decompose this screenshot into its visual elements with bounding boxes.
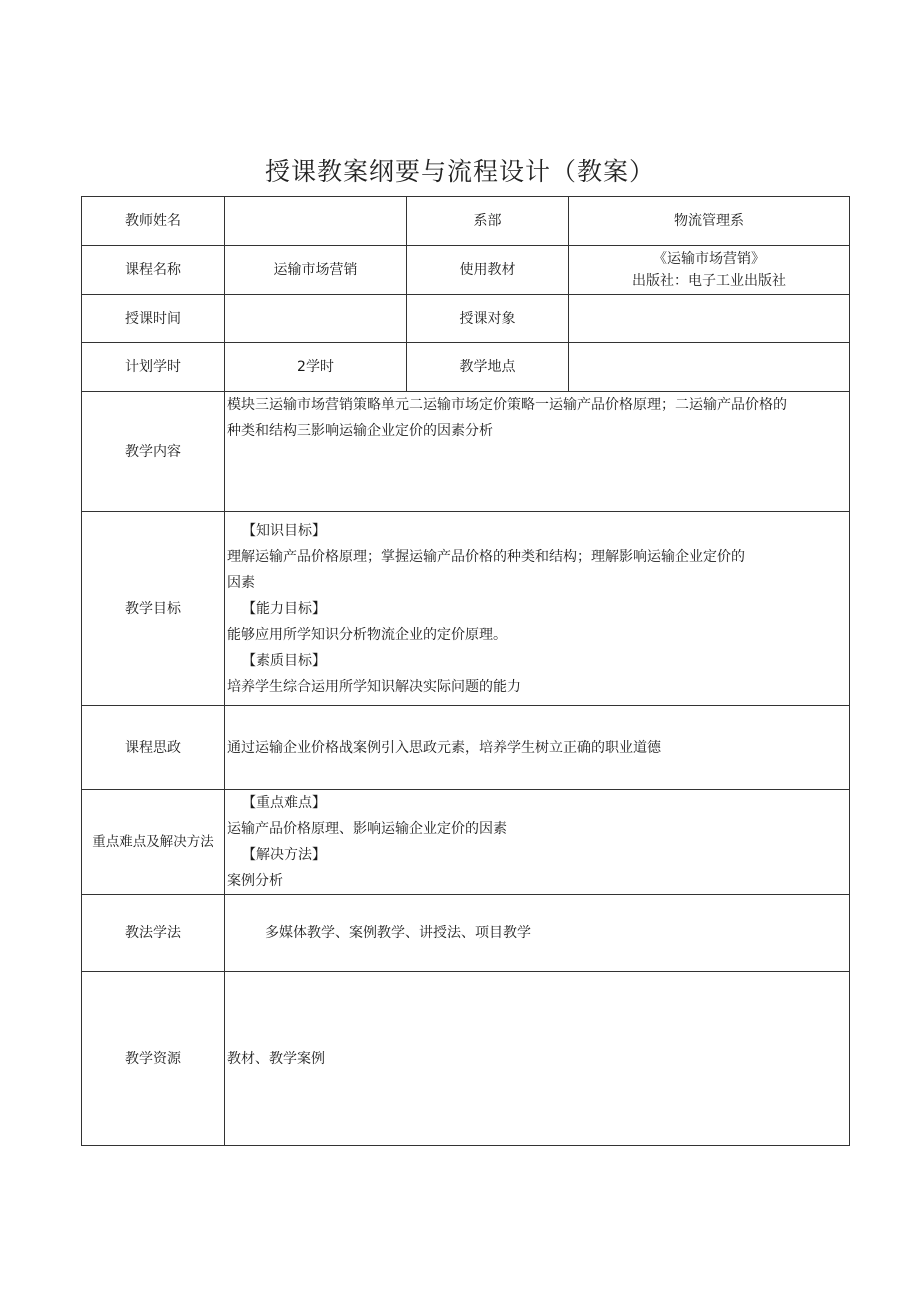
ideology-value: 通过运输企业价格战案例引入思政元素，培养学生树立正确的职业道德 bbox=[225, 706, 850, 790]
content-value bbox=[225, 392, 850, 512]
class-time-label: 授课时间 bbox=[82, 295, 225, 343]
location-label: 教学地点 bbox=[407, 343, 569, 392]
knowledge-heading: 【知识目标】 bbox=[242, 522, 326, 539]
methods-label: 教法学法 bbox=[82, 895, 225, 972]
ability-text: 能够应用所学知识分析物流企业的定价原理。 bbox=[227, 626, 507, 643]
textbook-title: 《运输市场营销》 bbox=[653, 251, 765, 267]
teacher-name-label: 教师姓名 bbox=[82, 197, 225, 246]
objectives-value bbox=[225, 512, 850, 706]
row-course bbox=[82, 246, 850, 295]
methods-value: 多媒体教学、案例教学、讲授法、项目教学 bbox=[225, 895, 850, 972]
row-hours bbox=[82, 343, 850, 392]
course-name-label: 课程名称 bbox=[82, 246, 225, 295]
ideology-label: 课程思政 bbox=[82, 706, 225, 790]
planned-hours-label: 计划学时 bbox=[82, 343, 225, 392]
row-keypoints bbox=[82, 790, 850, 895]
teacher-name-value bbox=[225, 197, 407, 246]
resources-label: 教学资源 bbox=[82, 972, 225, 1146]
quality-text: 培养学生综合运用所学知识解决实际问题的能力 bbox=[227, 678, 521, 695]
row-methods bbox=[82, 895, 850, 972]
department-value: 物流管理系 bbox=[569, 197, 850, 246]
row-teacher bbox=[82, 197, 850, 246]
ability-heading: 【能力目标】 bbox=[242, 600, 326, 617]
audience-label: 授课对象 bbox=[407, 295, 569, 343]
page-title: 授课教案纲要与流程设计（教案） bbox=[264, 157, 655, 186]
row-time bbox=[82, 295, 850, 343]
row-resources bbox=[82, 972, 850, 1146]
quality-heading: 【素质目标】 bbox=[242, 652, 326, 669]
lesson-plan-table bbox=[81, 196, 850, 1146]
keypoints-value bbox=[225, 790, 850, 895]
key-heading: 【重点难点】 bbox=[242, 795, 326, 811]
resources-value: 教材、教学案例 bbox=[225, 972, 850, 1146]
class-time-value bbox=[225, 295, 407, 343]
course-name-value: 运输市场营销 bbox=[225, 246, 407, 295]
key-text: 运输产品价格原理、影响运输企业定价的因素 bbox=[227, 821, 507, 837]
keypoints-label: 重点难点及解决方法 bbox=[82, 790, 225, 895]
knowledge-line-1: 理解运输产品价格原理；掌握运输产品价格的种类和结构；理解影响运输企业定价的 bbox=[227, 548, 745, 565]
planned-hours-value: 2学时 bbox=[225, 343, 407, 392]
objectives-label: 教学目标 bbox=[82, 512, 225, 706]
row-ideology bbox=[82, 706, 850, 790]
content-line-1: 模块三运输市场营销策略单元二运输市场定价策略一运输产品价格原理；二运输产品价格的 bbox=[227, 397, 787, 413]
audience-value bbox=[569, 295, 850, 343]
row-objectives bbox=[82, 512, 850, 706]
textbook-publisher: 出版社：电子工业出版社 bbox=[632, 273, 786, 289]
department-label: 系部 bbox=[407, 197, 569, 246]
knowledge-line-2: 因素 bbox=[227, 574, 255, 591]
row-content bbox=[82, 392, 850, 512]
solution-text: 案例分析 bbox=[227, 873, 283, 889]
content-line-2: 种类和结构三影响运输企业定价的因素分析 bbox=[227, 423, 493, 439]
textbook-value bbox=[569, 246, 850, 295]
solution-heading: 【解决方法】 bbox=[242, 847, 326, 863]
location-value bbox=[569, 343, 850, 392]
content-label: 教学内容 bbox=[82, 392, 225, 512]
textbook-label: 使用教材 bbox=[407, 246, 569, 295]
